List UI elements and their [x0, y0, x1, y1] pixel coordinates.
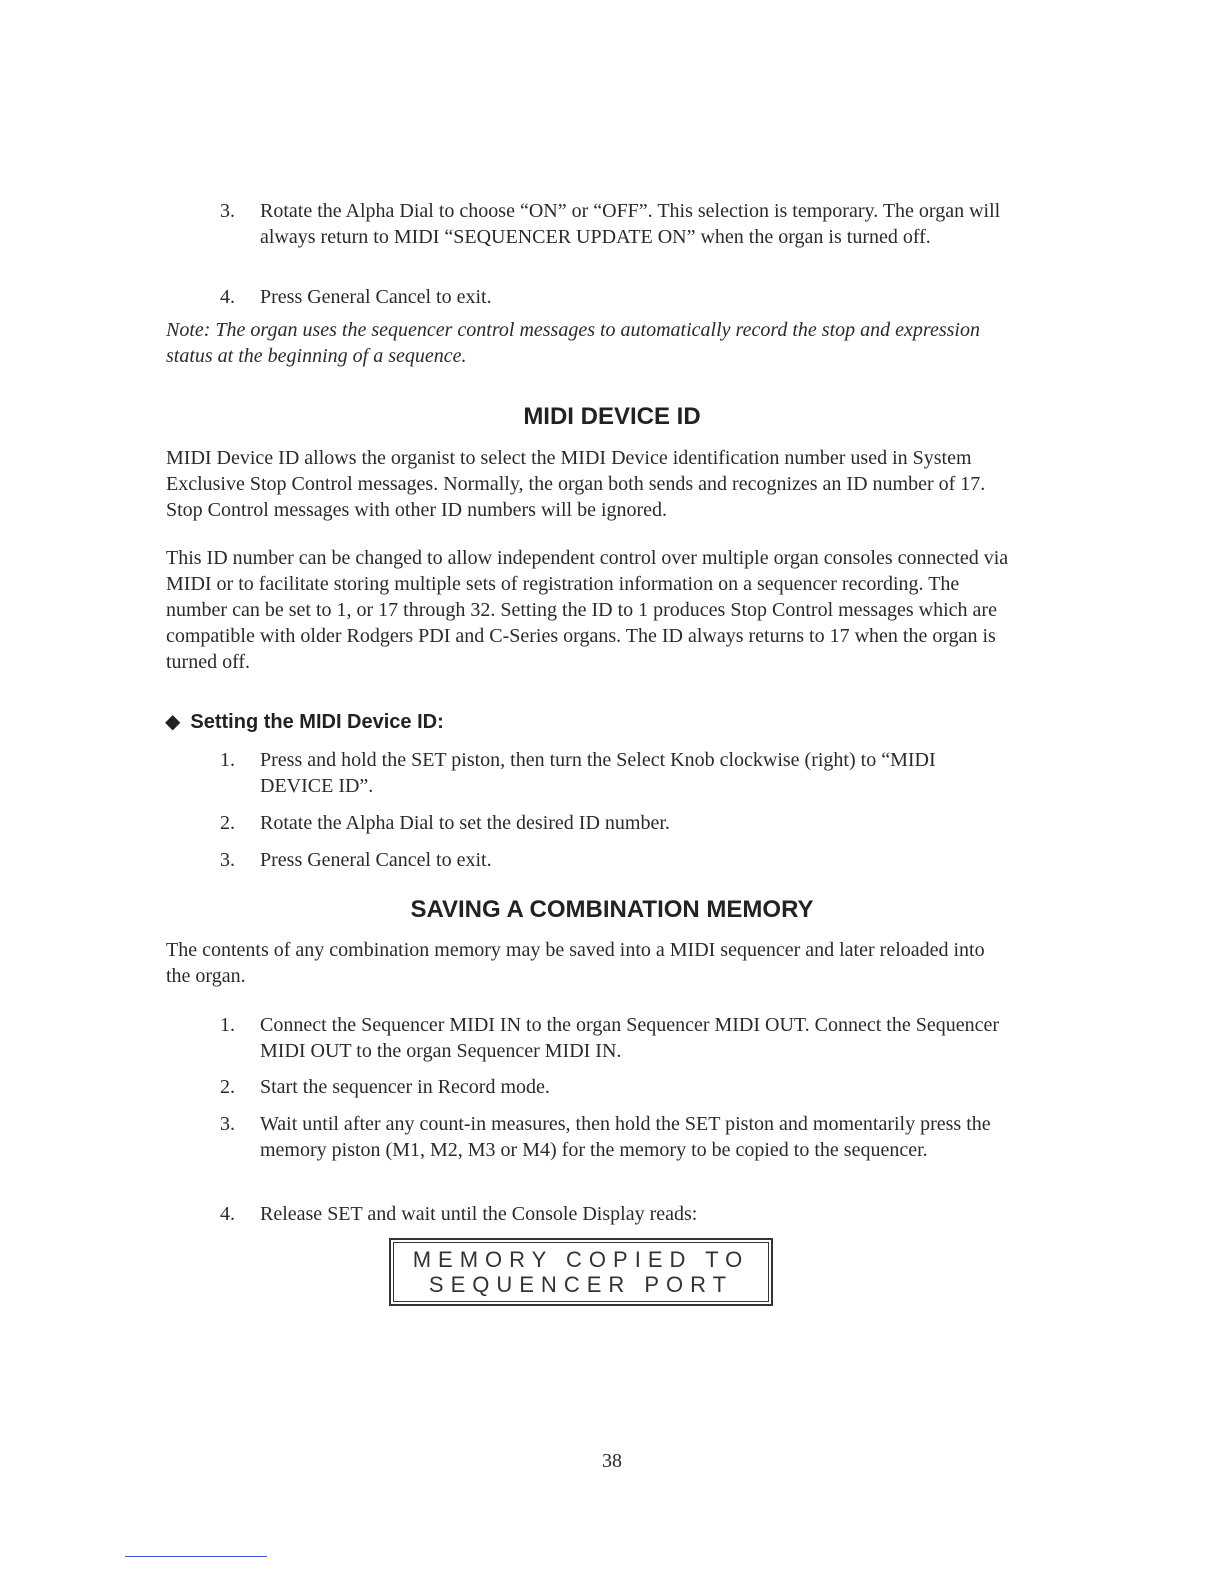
list-text: Release SET and wait until the Console Display reads: — [260, 1203, 698, 1225]
list-text: Press General Cancel to exit. — [260, 286, 492, 308]
list-item — [220, 1111, 1010, 1163]
console-display — [389, 1238, 773, 1306]
section-heading-midi-device-id: MIDI DEVICE ID — [523, 403, 701, 430]
console-display-screen — [393, 1242, 769, 1302]
list-number: 1. — [220, 1014, 235, 1036]
footer-rule — [125, 1556, 267, 1557]
console-display-line-1: MEMORY COPIED TO — [412, 1247, 750, 1272]
page-number: 38 — [602, 1450, 622, 1472]
list-text: Press General Cancel to exit. — [260, 849, 492, 871]
paragraph: MIDI Device ID allows the organist to select the MIDI Device identification number used in System Exclusive Stop Control messages. Normally, the organ both sends and recognizes an ID number of 17. Stop Control messages with other ID numbers will be ignored. — [166, 447, 986, 521]
list-text: Start the sequencer in Record mode. — [260, 1076, 550, 1098]
list-number: 2. — [220, 1076, 235, 1098]
paragraph: This ID number can be changed to allow independent control over multiple organ consoles connected via MIDI or to facilitate storing multiple sets of registration information on a sequencer recording. The number can be set to 1, or 17 through 32. Setting the ID to 1 produces Stop Control messages which are compatible with older Rodgers PDI and C-Series organs. The ID always returns to 17 when the organ is turned off. — [166, 547, 1009, 673]
list-number: 4. — [220, 286, 235, 308]
list-number: 1. — [220, 749, 235, 771]
list-text: Connect the Sequencer MIDI IN to the organ Sequencer MIDI OUT. Connect the Sequencer MIDI OUT to the organ Sequencer MIDI IN. — [260, 1014, 1000, 1062]
list-text: Rotate the Alpha Dial to choose “ON” or “OFF”. This selection is temporary. The organ will always return to MIDI “SEQUENCER UPDATE ON” when the organ is turned off. — [260, 200, 1001, 248]
list-text: Wait until after any count-in measures, then hold the SET piston and momentarily press the memory piston (M1, M2, M3 or M4) for the memory to be copied to the sequencer. — [260, 1113, 991, 1161]
list-number: 3. — [220, 200, 235, 222]
paragraph: The contents of any combination memory may be saved into a MIDI sequencer and later reloaded into the organ. — [166, 939, 985, 987]
list-item — [220, 1074, 1010, 1100]
list-text: Press and hold the SET piston, then turn the Select Knob clockwise (right) to “MIDI DEVICE ID”. — [260, 749, 936, 797]
subheading-label: Setting the MIDI Device ID: — [190, 711, 444, 733]
list-number: 4. — [220, 1203, 235, 1225]
console-display-line-2: SEQUENCER PORT — [428, 1272, 734, 1297]
list-item — [220, 284, 1010, 310]
list-text: Rotate the Alpha Dial to set the desired ID number. — [260, 812, 670, 834]
list-number: 3. — [220, 1113, 235, 1135]
section-heading-saving-combination-memory: SAVING A COMBINATION MEMORY — [410, 896, 814, 923]
list-item — [220, 747, 1010, 799]
list-item — [220, 1012, 1010, 1064]
list-number: 3. — [220, 849, 235, 871]
list-item — [220, 847, 1010, 873]
list-item — [220, 810, 1010, 836]
diamond-bullet-icon: ◆ — [165, 711, 181, 733]
subheading-setting-midi-device-id — [165, 709, 444, 735]
list-number: 2. — [220, 812, 235, 834]
note-text: Note: The organ uses the sequencer control messages to automatically record the stop and expression status at the beginning of a sequence. — [166, 319, 980, 367]
list-item — [220, 198, 1010, 250]
list-item — [220, 1201, 1010, 1227]
